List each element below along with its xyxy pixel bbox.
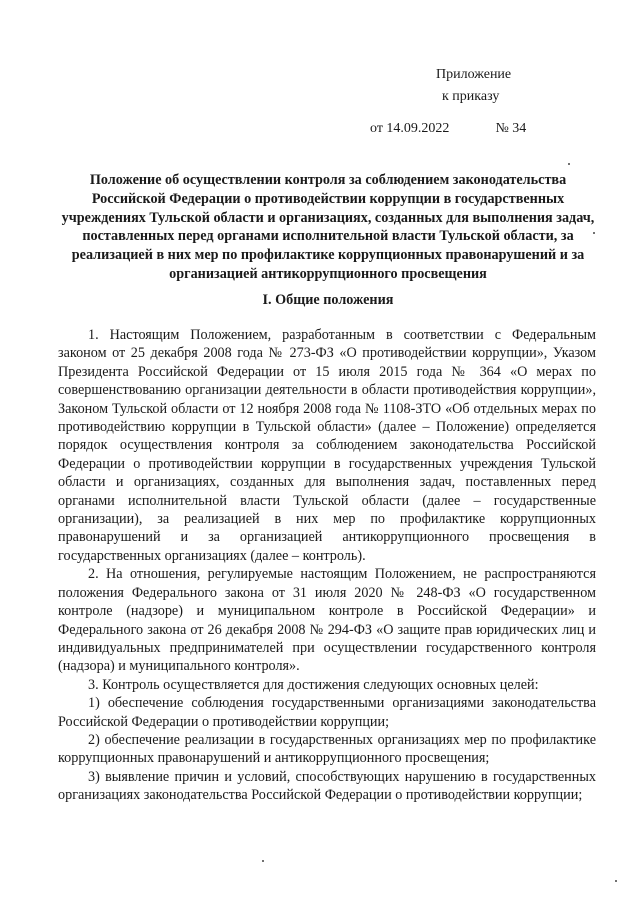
paragraph-3-3: 3) выявление причин и условий, способствующих нарушению в государственных организациях законодательства Российской Федерации о противодействии коррупции; xyxy=(58,768,596,804)
order-number: № 34 xyxy=(495,121,527,136)
scan-speck xyxy=(568,163,570,165)
order-date: от 14.09.2022 xyxy=(370,121,450,136)
scan-speck xyxy=(262,860,264,862)
paragraph-3-2: 2) обеспечение реализации в государственных организациях мер по профилактике коррупционных правонарушений и антикоррупционного просвещения; xyxy=(58,731,596,767)
paragraph-3-1: 1) обеспечение соблюдения государственными организациями законодательства Российской Федерации о противодействии коррупции; xyxy=(58,695,596,730)
scan-speck xyxy=(615,880,617,882)
appendix-line-1: Приложение xyxy=(436,67,512,82)
paragraph-2: 2. На отношения, регулируемые настоящим Положением, не распространяются положения Федерального закона от 31 июля 2020 № 248-ФЗ «О государственном контроле (надзоре) и муниципальном контроле в Российской Федерации» и Федерального закона от 26 декабря 2008 № 294-ФЗ «О защите прав юридических лиц и индивидуальных предпринимателей при осуществлении государственного контроля (надзора) и муниципального контроля». xyxy=(58,566,596,675)
scan-speck xyxy=(593,232,595,234)
paragraph-3: 3. Контроль осуществляется для достижения следующих основных целей: xyxy=(88,676,539,693)
order-reference xyxy=(370,121,526,137)
appendix-line-2: к приказу xyxy=(442,89,500,104)
document-body xyxy=(58,326,596,805)
section-heading: I. Общие положения xyxy=(262,292,394,308)
appendix-note xyxy=(436,64,511,108)
paragraph-1: 1. Настоящим Положением, разработанным в соответствии с Федеральным законом от 25 декабря 2008 года № 273-ФЗ «О противодействии коррупции», Указом Президента Российской Федерации от 15 июля 2015 года № 364 «О мерах по совершенствованию организации деятельности в области противодействия коррупции», Законом Тульской области от 12 ноября 2008 года № 1108-ЗТО «Об отдельных мерах по противодействию коррупции в Тульской области» (далее – Положение) определяется порядок осуществления контроля за соблюдением законодательства Российской Федерации о противодействии коррупции в государственных учреждения Тульской области и организациях, созданных для выполнения задач, поставленных перед органами исполнительной власти Тульской области (далее – государственные организации), за реализацией в них мер по профилактике коррупционных правонарушений и за организацией антикоррупционного просвещения в государственных организациях (далее – контроль). xyxy=(58,327,596,564)
document-title: Положение об осуществлении контроля за соблюдением законодательства Российской Федерации о противодействии коррупции в государственных учреждениях Тульской области и организациях, созданных для выполнения задач, поставленных перед органами исполнительной власти Тульской области, за реализацией в них мер по профилактике коррупционных правонарушений и за организацией антикоррупционного просвещения xyxy=(61,172,595,282)
